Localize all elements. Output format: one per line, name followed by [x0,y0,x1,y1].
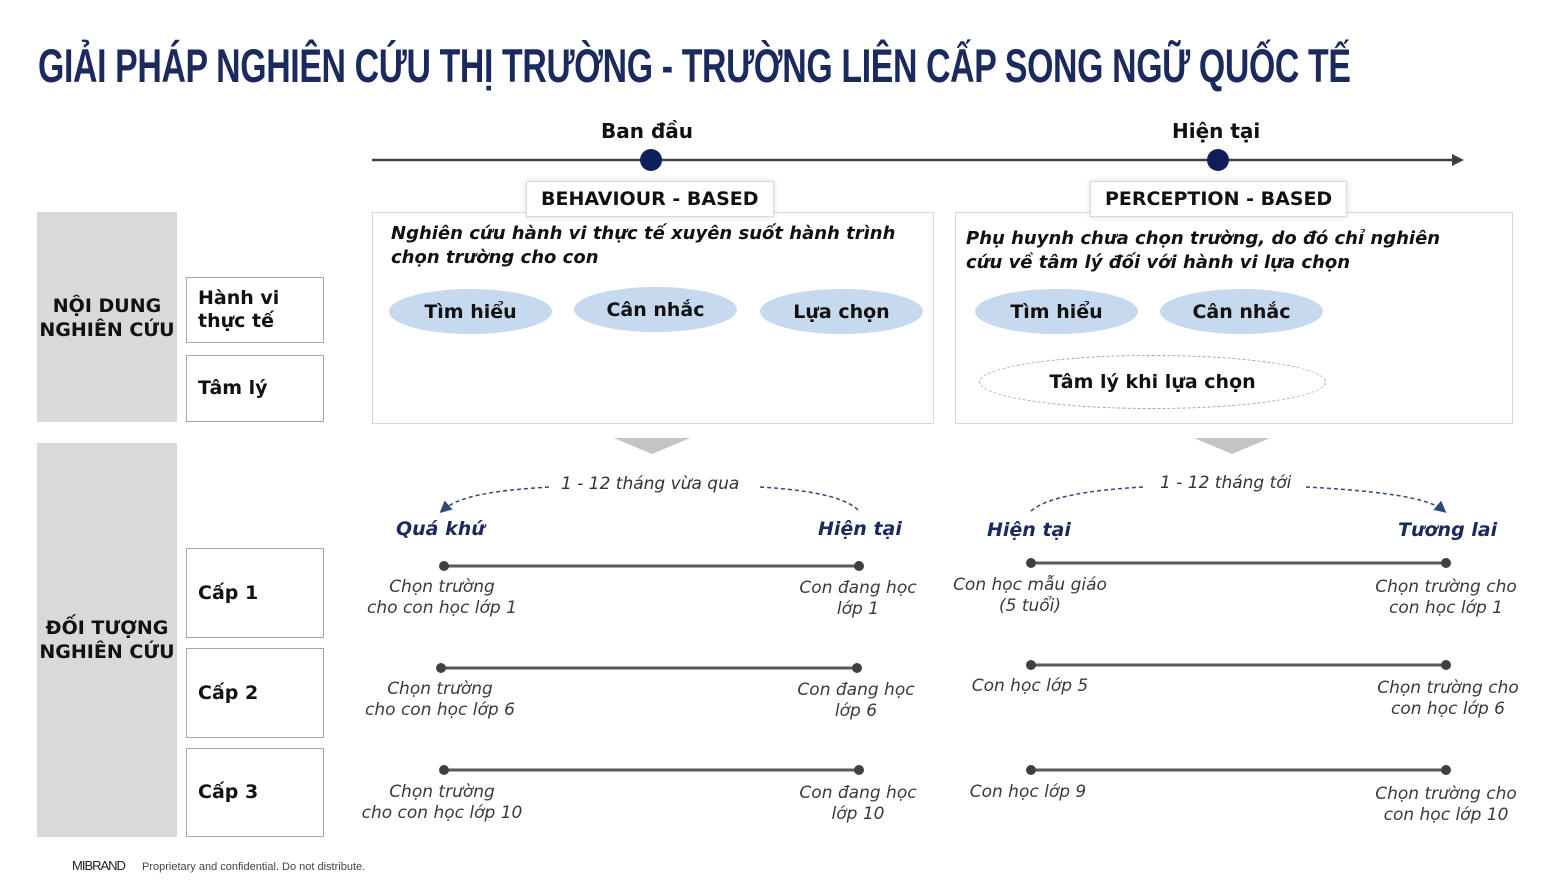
perception-arc-left [1030,487,1143,512]
perception-stage-explore: Tìm hiểu [975,289,1138,334]
perception-row2-right: Chọn trường cho con học lớp 6 [1377,678,1519,719]
footer-notice: Proprietary and confidential. Do not distribute. [142,861,366,873]
perception-row2-left: Con học lớp 5 [971,676,1089,696]
perception-start-label: Hiện tại [987,519,1071,541]
behaviour-start-label: Quá khứ [396,518,485,540]
perception-row1-right: Chọn trường cho con học lớp 1 [1375,577,1517,618]
perception-arc-right [1306,487,1443,510]
behaviour-stage-choose: Lựa chọn [760,289,923,334]
perception-row3-left: Con học lớp 9 [969,782,1087,802]
subject-heading-line1: ĐỐI TƯỢNG [45,617,169,639]
perception-description-line2: cứu về tâm lý đối với hành vi lựa chọn [966,252,1351,273]
behaviour-description-line2: chọn trường cho con [391,247,599,268]
perception-row3-right: Chọn trường cho con học lớp 10 [1375,784,1517,825]
perception-end-label: Tương lai [1398,519,1498,541]
behaviour-row3-right: Con đang học lớp 10 [799,783,917,824]
behaviour-row2-right: Con đang học lớp 6 [797,680,915,721]
behaviour-end-label: Hiện tại [818,518,902,540]
behaviour-description-line1: Nghiên cứu hành vi thực tế xuyên suốt hành trình [391,223,896,244]
tag-behaviour-line2: thực tế [198,310,274,332]
tag-level-1: Cấp 1 [186,548,324,638]
behaviour-row2-left: Chọn trường cho con học lớp 6 [365,679,515,720]
content-heading-line2: NGHIÊN CỨU [39,319,175,341]
timeline-current-label: Hiện tại [1172,119,1261,143]
timeline-start-label: Ban đầu [601,119,693,143]
page-title: GIẢI PHÁP NGHIÊN CỨU THỊ TRƯỜNG - TRƯỜNG LIÊN CẤP SONG NGỮ QUỐC TẾ [38,39,1351,92]
tag-level-2: Cấp 2 [186,648,324,738]
perception-row1-left: Con học mẫu giáo (5 tuổi) [953,575,1107,616]
tag-psychology: Tâm lý [186,355,324,422]
behaviour-stage-explore: Tìm hiểu [389,289,552,334]
behaviour-period: 1 - 12 tháng vừa qua [561,474,740,494]
perception-label: PERCEPTION - BASED [1090,181,1347,217]
behaviour-row3-left: Chọn trường cho con học lớp 10 [361,782,523,823]
tag-behaviour-line1: Hành vi [198,287,280,309]
behaviour-row1-right: Con đang học lớp 1 [799,578,917,619]
tag-level-3: Cấp 3 [186,748,324,837]
behaviour-stage-consider: Cân nhắc [574,287,737,332]
footer-logo: MIBRAND [72,858,125,873]
perception-dashed-stage: Tâm lý khi lựa chọn [979,355,1326,409]
perception-period: 1 - 12 tháng tới [1160,473,1292,493]
behaviour-label: BEHAVIOUR - BASED [526,181,774,217]
behaviour-arc-left [443,487,549,510]
content-heading-line1: NỘI DUNG [52,295,162,317]
subject-heading-line2: NGHIÊN CỨU [39,641,175,663]
perception-description-line1: Phụ huynh chưa chọn trường, do đó chỉ nghiên [966,228,1441,249]
perception-stage-consider: Cân nhắc [1160,289,1323,334]
behaviour-arc-right [760,487,858,510]
behaviour-row1-left: Chọn trường cho con học lớp 1 [367,577,517,618]
